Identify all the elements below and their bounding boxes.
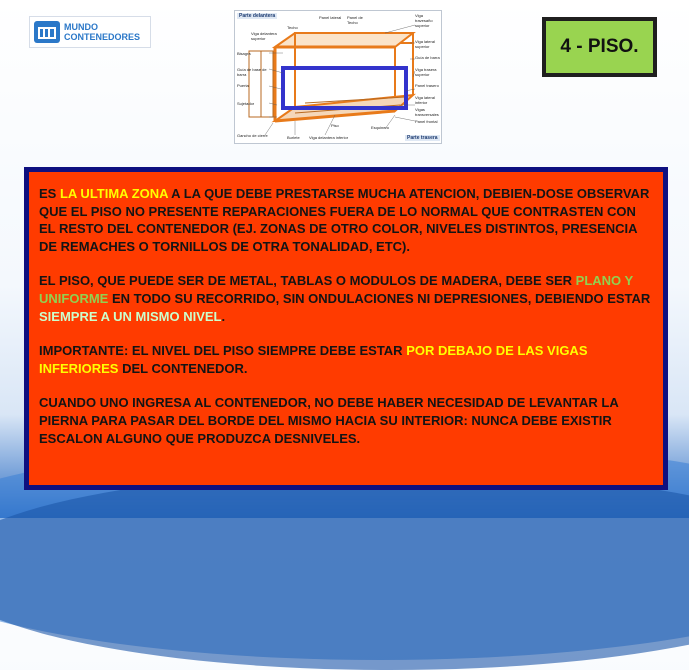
paragraph-plano-uniforme (39, 272, 653, 325)
diagram-label-viga-lateral-inf: Viga lateral inferior (415, 95, 435, 105)
p3-text-a: IMPORTANTE: EL NIVEL DEL PISO SIEMPRE DEBE ESTAR (39, 343, 407, 359)
p4-text-a: CUANDO UNO INGRESA AL CONTENEDOR, NO DEBE HABER NECESIDAD DE LEVANTAR LA PIERNA PARA PASAR DEL BORDE DEL MISMO HACIA SU INTERIOR: NUNCA DEBE EXISTIR ESCALON ALGUNO QUE PRODUZCA DESNIVELES. (39, 395, 619, 446)
diagram-label-sujetador: Sujetador (237, 101, 255, 106)
diagram-label-viga-delantera-inf: Viga delantera inferior (309, 135, 349, 140)
diagram-label-viga-lateral-sup: Viga lateral superior (415, 39, 435, 49)
diagram-label-techo: Techo (287, 25, 298, 30)
p2-highlight-plano-uniforme: PLANO Y UNIFORME (39, 273, 633, 306)
diagram-header-front: Parte delantera (239, 13, 276, 19)
content-panel (24, 167, 668, 490)
paragraph-ultima-zona (39, 185, 653, 255)
content-text (29, 172, 663, 485)
p1-text-a: ES (39, 186, 60, 201)
paragraph-escalon (39, 394, 653, 447)
diagram-label-panel-techo: Panel de Techo (347, 15, 363, 25)
paragraph-importante (39, 342, 653, 377)
p3-highlight-vigas-inferiores: POR DEBAJO DE LAS VIGAS INFERIORES (39, 343, 588, 376)
logo-line-2: CONTENEDORES (64, 32, 141, 42)
diagram-label-viga-trasera: Viga trasera superior (415, 67, 437, 77)
p3-text-c: DEL CONTENEDOR. (118, 360, 248, 376)
p1-text-c: A LA QUE DEBE PRESTARSE MUCHA ATENCION, DEBIEN-DOSE OBSERVAR QUE EL PISO NO PRESENTE REPARACIONES FUERA DE LO NORMAL QUE CONTRASTEN CON EL RESTO DEL CONTENEDOR (EJ. ZONAS DE OTRO COLOR, NIVELES DISTINTOS, PRESENCIA DE REMACHES O TORNILLOS DE OTRA TONALIDAD, ETC). (39, 186, 650, 254)
diagram-label-viga-travesano: Viga travesaño superior (415, 13, 433, 28)
container-diagram (234, 10, 442, 144)
diagram-label-vigas-transversales: Vigas transversales (415, 107, 439, 117)
diagram-label-guia-barra: Guía de barra (415, 55, 440, 60)
diagram-label-esquinero: Esquinero (371, 125, 390, 130)
diagram-label-panel-lateral: Panel lateral (319, 15, 342, 20)
logo (29, 16, 151, 48)
slide-title: 4 - PISO. (546, 21, 653, 73)
diagram-label-panel-frontal: Panel frontal (415, 119, 438, 124)
logo-text (64, 22, 140, 42)
p2-highlight-mismo-nivel: SIEMPRE A UN MISMO NIVEL (39, 308, 222, 324)
diagram-label-panel-trasero: Panel trasero (415, 83, 439, 88)
p2-text-c: EN TODO SU RECORRIDO, SIN ONDULACIONES NI DEPRESIONES, DEBIENDO ESTAR (108, 290, 651, 306)
p1-highlight-ultima-zona: LA ULTIMA ZONA (59, 186, 169, 201)
diagram-label-piso: Piso (331, 123, 339, 128)
p2-text-a: EL PISO, QUE PUEDE SER DE METAL, TABLAS O MODULOS DE MADERA, DEBE SER (39, 273, 576, 289)
diagram-label-viga-delantera-sup: Viga delantera superior (251, 31, 277, 41)
background-swoosh-dark (0, 470, 689, 670)
logo-line-1: MUNDO (64, 22, 98, 32)
p2-text-e: . (221, 308, 226, 324)
slide-title-box (542, 17, 657, 77)
diagram-label-burlete: Burlete (287, 135, 300, 140)
container-logo-icon (34, 21, 60, 43)
diagram-label-bisagra: Bisagra (237, 51, 251, 56)
diagram-header-rear: Parte trasera (407, 135, 438, 141)
diagram-label-base-barra: Guía de base de barra (237, 67, 267, 77)
diagram-label-puerta: Puerta (237, 83, 249, 88)
diagram-label-gancho-cierre: Gancho de cierre (237, 133, 268, 138)
